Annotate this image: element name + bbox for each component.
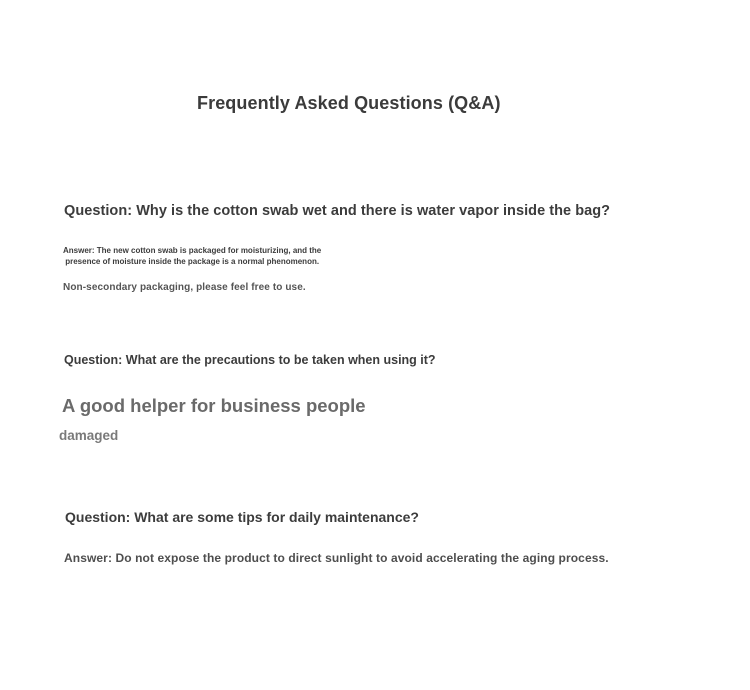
faq-heading-2: A good helper for business people — [62, 395, 366, 416]
page-title: Frequently Asked Questions (Q&A) — [197, 93, 501, 113]
faq-note-1: Non-secondary packaging, please feel free to use. — [63, 282, 306, 293]
faq-question-1: Question: Why is the cotton swab wet and there is water vapor inside the bag? — [64, 203, 611, 219]
faq-note-2: damaged — [59, 428, 119, 443]
faq-question-3: Question: What are some tips for daily maintenance? — [65, 509, 419, 525]
faq-answer-1: Answer: The new cotton swab is packaged for moisturizing, and the presence of moisture inside the package is a normal phenomenon. — [63, 246, 322, 266]
faq-answer-3: Answer: Do not expose the product to direct sunlight to avoid accelerating the aging process. — [64, 551, 609, 565]
faq-question-2: Question: What are the precautions to be taken when using it? — [64, 353, 436, 367]
